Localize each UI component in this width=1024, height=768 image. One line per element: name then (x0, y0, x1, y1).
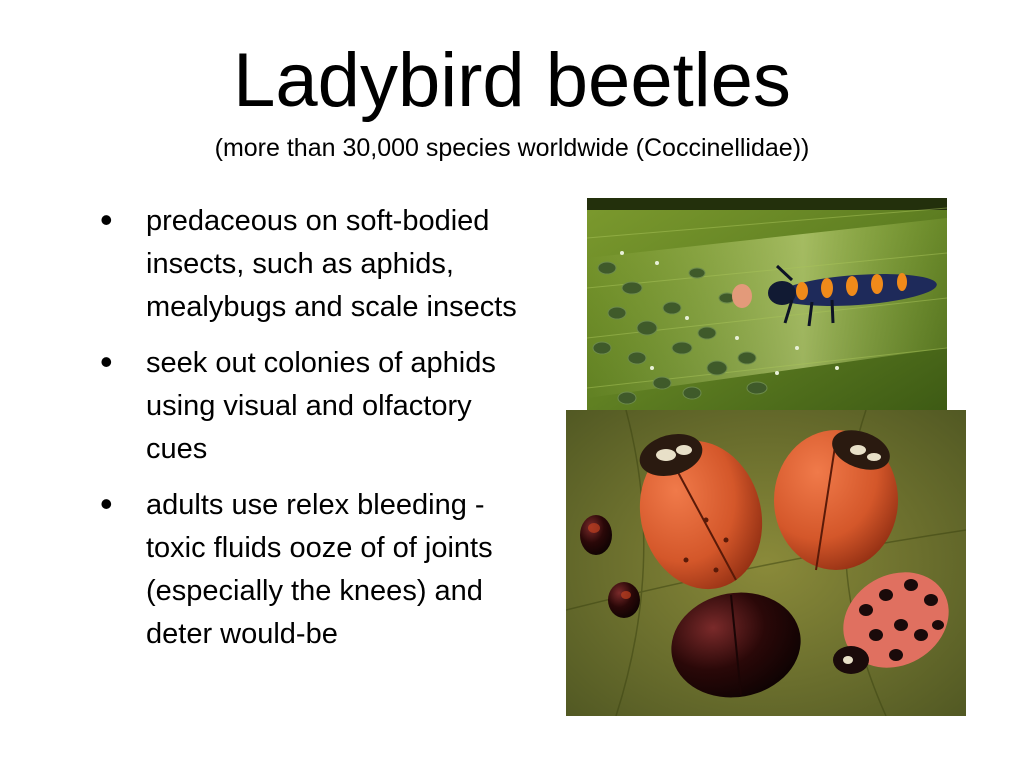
bullet-list (100, 200, 540, 669)
bullet-text: adults use relex bleeding - toxic fluids ooze of of joints (especially the knees) and deter would-be (146, 489, 493, 650)
larva-aphids-photo (587, 198, 947, 413)
bullet-item (100, 200, 540, 329)
bullet-marker: • (100, 341, 113, 382)
slide-title: Ladybird beetles (233, 38, 791, 123)
slide-subtitle: (more than 30,000 species worldwide (Coccinellidae)) (214, 134, 810, 162)
bullet-item (100, 342, 540, 471)
adult-ladybirds-photo (566, 410, 966, 716)
bullet-item (100, 484, 540, 656)
bullet-marker: • (100, 199, 113, 240)
bullet-text: predaceous on soft-bodied insects, such as aphids, mealybugs and scale insects (146, 205, 517, 323)
bullet-marker: • (100, 483, 113, 524)
bullet-text: seek out colonies of aphids using visual and olfactory cues (146, 347, 496, 465)
